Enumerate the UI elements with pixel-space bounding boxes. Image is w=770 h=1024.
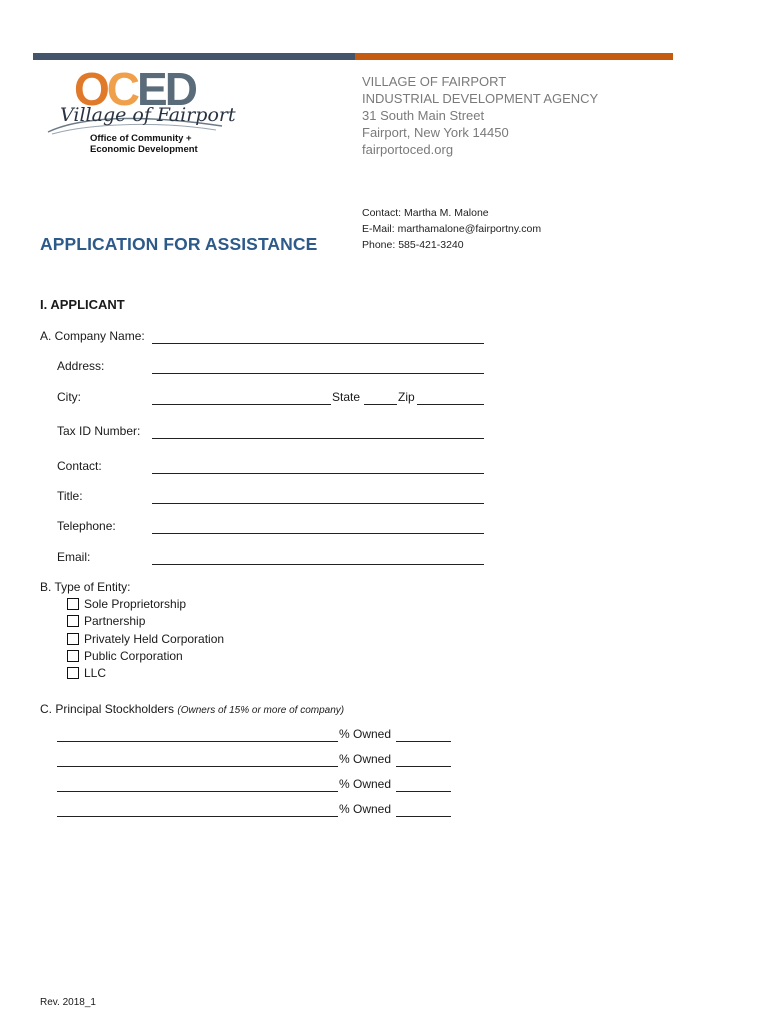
state-field[interactable]: [364, 404, 397, 405]
stockholder-name-field[interactable]: [57, 816, 338, 817]
entity-option-partnership[interactable]: [67, 614, 145, 628]
owned-label: % Owned: [339, 752, 392, 766]
city-label: City:: [57, 390, 81, 404]
title-field[interactable]: [152, 503, 484, 504]
logo-office-line1: Office of Community +: [90, 133, 192, 144]
entity-option-sole-proprietorship[interactable]: [67, 597, 186, 611]
logo-letter-e: E: [137, 63, 165, 115]
email-label: Email:: [57, 550, 91, 564]
contact-phone: Phone: 585-421-3240: [362, 239, 464, 251]
entity-type-label: B. Type of Entity:: [40, 580, 131, 594]
owned-percent-field[interactable]: [396, 816, 451, 817]
entity-option-public-corp[interactable]: [67, 649, 183, 663]
contact-label: Contact:: [57, 459, 102, 473]
checkbox-icon[interactable]: [67, 667, 79, 679]
agency-address: [362, 73, 598, 158]
header-bar-right: [355, 53, 673, 60]
telephone-label: Telephone:: [57, 519, 116, 533]
oced-logo: [46, 63, 236, 156]
address-label: Address:: [57, 359, 105, 373]
logo-letter-d: D: [164, 63, 195, 115]
entity-option-label: Public Corporation: [84, 649, 183, 663]
owned-percent-field[interactable]: [396, 791, 451, 792]
tax-id-field[interactable]: [152, 438, 484, 439]
email-field[interactable]: [152, 564, 484, 565]
contact-info: [362, 205, 541, 253]
checkbox-icon[interactable]: [67, 650, 79, 662]
state-label: State: [332, 390, 361, 404]
entity-option-label: Privately Held Corporation: [84, 632, 225, 646]
stockholders-note: (Owners of 15% or more of company): [177, 705, 345, 716]
company-name-label: A. Company Name:: [40, 329, 145, 343]
city-field[interactable]: [152, 404, 331, 405]
telephone-field[interactable]: [152, 533, 484, 534]
stockholder-name-field[interactable]: [57, 766, 338, 767]
agency-line3: 31 South Main Street: [362, 108, 485, 123]
contact-email: E-Mail: marthamalone@fairportny.com: [362, 223, 542, 235]
section-heading: I. APPLICANT: [40, 297, 125, 312]
zip-field[interactable]: [417, 404, 484, 405]
agency-website[interactable]: fairportoced.org: [362, 142, 454, 157]
revision-footer: Rev. 2018_1: [40, 997, 96, 1008]
stockholders-label: [40, 702, 344, 716]
logo-letter-c: C: [106, 63, 138, 115]
contact-field[interactable]: [152, 473, 484, 474]
owned-percent-field[interactable]: [396, 766, 451, 767]
zip-label: Zip: [398, 390, 415, 404]
logo-letter-o: O: [74, 63, 107, 115]
agency-line1: VILLAGE OF FAIRPORT: [362, 74, 507, 89]
checkbox-icon[interactable]: [67, 633, 79, 645]
entity-option-label: Sole Proprietorship: [84, 597, 187, 611]
company-name-field[interactable]: [152, 343, 484, 344]
contact-name: Contact: Martha M. Malone: [362, 207, 489, 219]
logo-script: Village of Fairport: [60, 104, 236, 126]
entity-option-label: LLC: [84, 666, 107, 680]
stockholder-name-field[interactable]: [57, 791, 338, 792]
tax-id-label: Tax ID Number:: [57, 424, 141, 438]
stockholder-name-field[interactable]: [57, 741, 338, 742]
checkbox-icon[interactable]: [67, 615, 79, 627]
owned-label: % Owned: [339, 802, 392, 816]
header-bar-left: [33, 53, 355, 60]
agency-line2: INDUSTRIAL DEVELOPMENT AGENCY: [362, 91, 599, 106]
checkbox-icon[interactable]: [67, 598, 79, 610]
logo-office: [90, 133, 198, 155]
entity-option-label: Partnership: [84, 614, 146, 628]
agency-line4: Fairport, New York 14450: [362, 125, 509, 140]
entity-option-private-corp[interactable]: [67, 632, 224, 646]
logo-office-line2: Economic Development: [90, 144, 198, 155]
owned-label: % Owned: [339, 777, 392, 791]
address-field[interactable]: [152, 373, 484, 374]
title-label: Title:: [57, 489, 83, 503]
entity-option-llc[interactable]: [67, 666, 106, 680]
stockholders-heading: C. Principal Stockholders: [40, 702, 175, 716]
owned-percent-field[interactable]: [396, 741, 451, 742]
owned-label: % Owned: [339, 727, 392, 741]
page-title: APPLICATION FOR ASSISTANCE: [40, 234, 318, 254]
